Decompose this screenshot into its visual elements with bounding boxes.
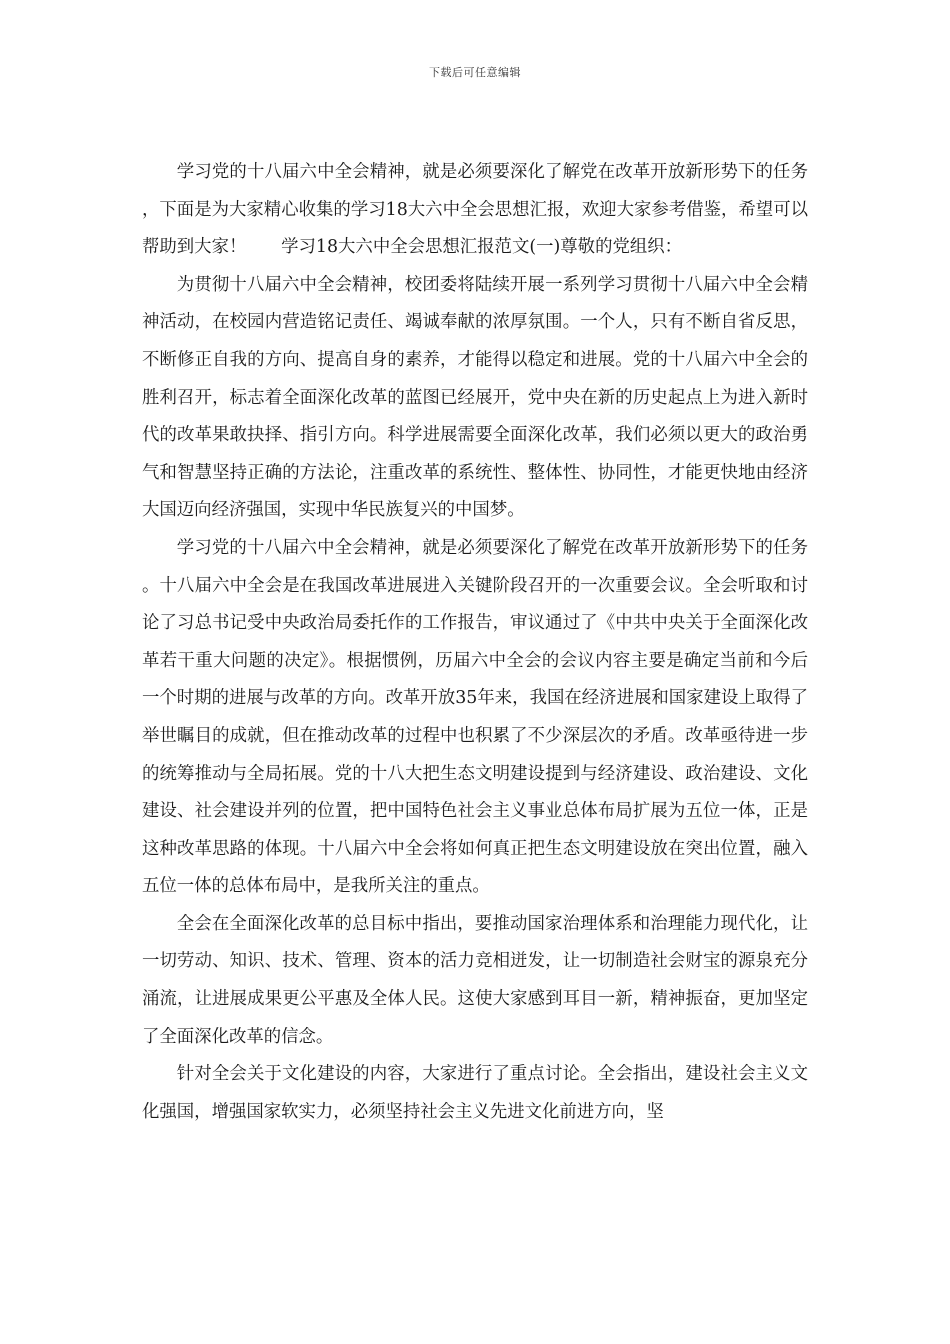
page-header: 下载后可任意编辑: [429, 66, 521, 79]
paragraph-culture: 针对全会关于文化建设的内容，大家进行了重点讨论。全会指出，建设社会主义文化强国，增强国家软实力，必须坚持社会主义先进文化前进方向，坚: [142, 1064, 808, 1122]
paragraph-implementation: 为贯彻十八届六中全会精神，校团委将陆续开展一系列学习贯彻十八届六中全会精神活动，在校园内营造铭记责任、竭诚奉献的浓厚氛围。一个人，只有不断自省反思，不断修正自我的方向、提高自身的素养，才能得以稳定和进展。党的十八届六中全会的胜利召开，标志着全面深化改革的蓝图已经展开，党中央在新的历史起点上为进入新时代的改革果敢抉择、指引方向。科学进展需要全面深化改革，我们必须以更大的政治勇气和智慧坚持正确的方法论，注重改革的系统性、整体性、协同性，才能更快地由经济大国迈向经济强国，实现中华民族复兴的中国梦。: [142, 274, 808, 521]
document-body: [142, 154, 808, 1131]
paragraph-reform-tasks: 学习党的十八届六中全会精神，就是必须要深化了解党在改革开放新形势下的任务。十八届六中全会是在我国改革进展进入关键阶段召开的一次重要会议。全会听取和讨论了习总书记受中央政治局委托作的工作报告，审议通过了《中共中央关于全面深化改革若干重大问题的决定》。根据惯例，历届六中全会的会议内容主要是确定当前和今后一个时期的进展与改革的方向。改革开放35年来，我国在经济进展和国家建设上取得了举世瞩目的成就，但在推动改革的过程中也积累了不少深层次的矛盾。改革亟待进一步的统筹推动与全局拓展。党的十八大把生态文明建设提到与经济建设、政治建设、文化建设、社会建设并列的位置，把中国特色社会主义事业总体布局扩展为五位一体，正是这种改革思路的体现。十八届六中全会将如何真正把生态文明建设放在突出位置，融入五位一体的总体布局中，是我所关注的重点。: [142, 537, 808, 897]
paragraph-intro: 学习党的十八届六中全会精神，就是必须要深化了解党在改革开放新形势下的任务，下面是为大家精心收集的学习18大六中全会思想汇报，欢迎大家参考借鉴，希望可以帮助到大家！ 学习18大六中全会思想汇报范文(一)尊敬的党组织：: [142, 162, 808, 258]
paragraph-reform-goals: 全会在全面深化改革的总目标中指出，要推动国家治理体系和治理能力现代化，让一切劳动、知识、技术、管理、资本的活力竞相迸发，让一切制造社会财宝的源泉充分涌流，让进展成果更公平惠及全体人民。这使大家感到耳目一新，精神振奋，更加坚定了全面深化改革的信念。: [142, 913, 808, 1047]
